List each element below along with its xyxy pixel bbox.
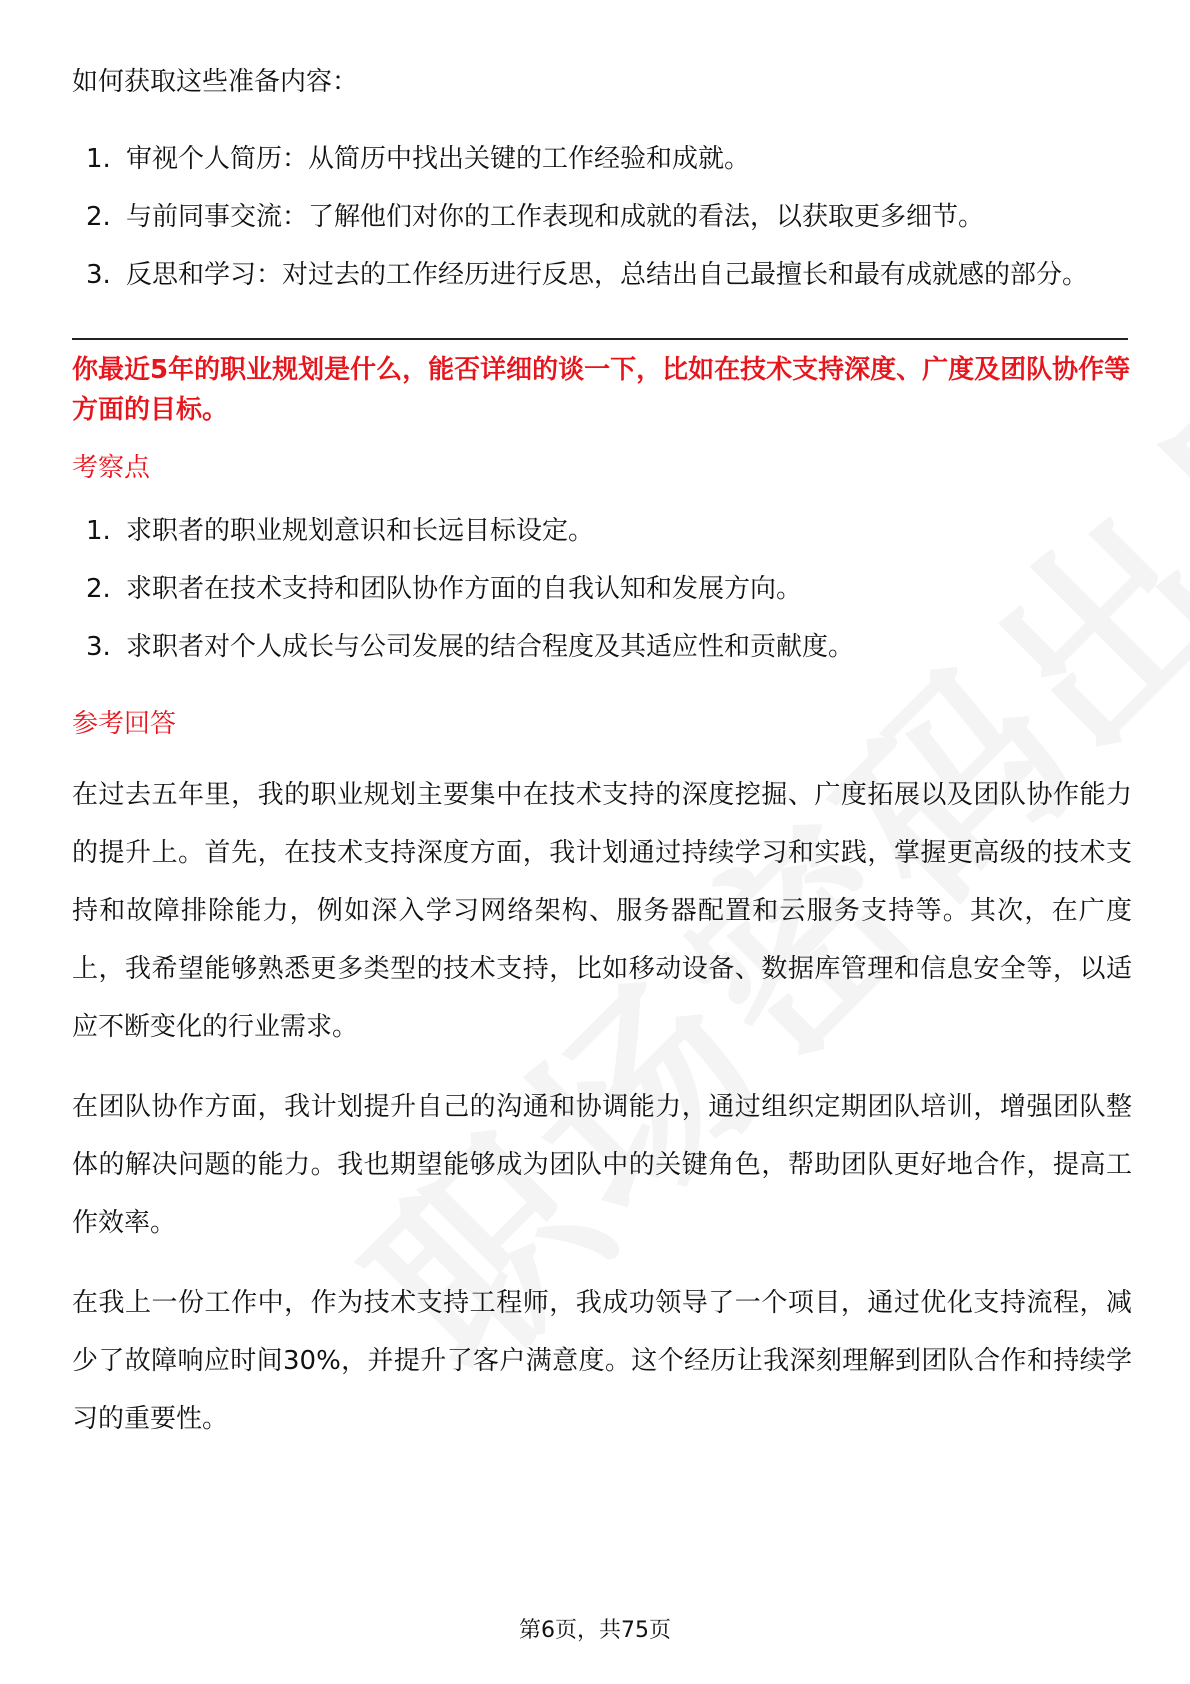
list-item-number: 3. bbox=[86, 260, 111, 290]
list-item bbox=[72, 502, 1132, 560]
list-item bbox=[72, 618, 1132, 676]
list-item bbox=[72, 130, 1132, 188]
section-divider bbox=[72, 338, 1128, 340]
list-item-text: 求职者对个人成长与公司发展的结合程度及其适应性和贡献度。 bbox=[126, 632, 855, 662]
list-item-number: 2. bbox=[86, 574, 111, 604]
list-item bbox=[72, 560, 1132, 618]
answer-heading: 参考回答 bbox=[72, 709, 177, 739]
answer-paragraph: 在我上一份工作中，作为技术支持工程师，我成功领导了一个项目，通过优化支持流程，减少了故障响应时间30%，并提升了客户满意度。这个经历让我深刻理解到团队合作和持续学习的重要性。 bbox=[72, 1288, 1132, 1434]
list-item-number: 3. bbox=[86, 632, 111, 662]
prep-list bbox=[72, 130, 1132, 304]
intro-text: 如何获取这些准备内容： bbox=[72, 67, 359, 97]
list-item-text: 与前同事交流：了解他们对你的工作表现和成就的看法，以获取更多细节。 bbox=[126, 202, 985, 232]
list-item-number: 1. bbox=[86, 516, 111, 546]
list-item-number: 2. bbox=[86, 202, 111, 232]
assess-heading: 考察点 bbox=[72, 453, 151, 483]
assess-list bbox=[72, 502, 1132, 676]
list-item-text: 审视个人简历：从简历中找出关键的工作经验和成就。 bbox=[126, 144, 751, 174]
answer-paragraph: 在团队协作方面，我计划提升自己的沟通和协调能力，通过组织定期团队培训，增强团队整体的解决问题的能力。我也期望能够成为团队中的关键角色，帮助团队更好地合作，提高工作效率。 bbox=[72, 1092, 1132, 1238]
answer-paragraph: 在过去五年里，我的职业规划主要集中在技术支持的深度挖掘、广度拓展以及团队协作能力的提升上。首先，在技术支持深度方面，我计划通过持续学习和实践，掌握更高级的技术支持和故障排除能力，例如深入学习网络架构、服务器配置和云服务支持等。其次，在广度上，我希望能够熟悉更多类型的技术支持，比如移动设备、数据库管理和信息安全等，以适应不断变化的行业需求。 bbox=[72, 780, 1132, 1042]
question-heading: 你最近5年的职业规划是什么，能否详细的谈一下，比如在技术支持深度、广度及团队协作等方面的目标。 bbox=[72, 355, 1131, 425]
page-content bbox=[72, 62, 1132, 1470]
page-number: 第6页，共75页 bbox=[519, 1618, 671, 1643]
list-item-number: 1. bbox=[86, 144, 111, 174]
list-item bbox=[72, 188, 1132, 246]
list-item bbox=[72, 246, 1132, 304]
list-item-text: 求职者在技术支持和团队协作方面的自我认知和发展方向。 bbox=[126, 574, 803, 604]
list-item-text: 求职者的职业规划意识和长远目标设定。 bbox=[126, 516, 595, 546]
list-item-text: 反思和学习：对过去的工作经历进行反思，总结出自己最擅长和最有成就感的部分。 bbox=[126, 260, 1089, 290]
